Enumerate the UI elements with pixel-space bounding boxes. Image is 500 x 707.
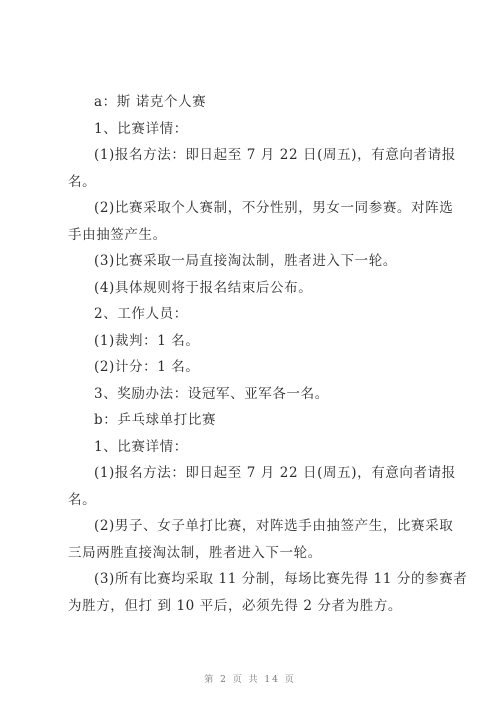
page-number-footer: 第 2 页 共 14 页 [204, 675, 296, 685]
section-a-awards: 3、奖励办法：设冠军、亚军各一名。 [94, 385, 329, 402]
section-a-item-2-line-1: (2)比赛采取个人赛制，不分性别，男女一同参赛。对阵选 [94, 200, 454, 216]
section-a-item-2-line-2: 手由抽签产生。 [68, 226, 167, 243]
section-b-item-1-line-1: (1)报名方法：即日起至 7 月 22 日(周五)，有意向者请报 [94, 465, 456, 481]
section-b-heading: b：乒乓球单打比赛 [94, 412, 217, 428]
section-a-item-4: (4)具体规则将于报名结束后公布。 [94, 279, 313, 296]
section-b-item-2-line-2: 三局两胜直接淘汰制，胜者进入下一轮。 [68, 544, 322, 561]
section-a-heading: a：斯 诺克个人赛 [94, 94, 207, 110]
document-body [68, 92, 468, 622]
section-a-staff-scorer: (2)计分：1 名。 [94, 359, 200, 375]
section-b-item-3-line-1: (3)所有比赛均采取 11 分制，每场比赛先得 11 分的参赛者 [94, 571, 468, 587]
section-a-item-3: (3)比赛采取一局直接淘汰制，胜者进入下一轮。 [94, 253, 397, 269]
section-a-item-1-line-2: 名。 [68, 173, 97, 190]
section-a-details-heading: 1、比赛详情： [94, 120, 188, 137]
section-b-item-1-line-2: 名。 [68, 491, 97, 508]
section-b-item-2-line-1: (2)男子、女子单打比赛，对阵选手由抽签产生，比赛采取 [94, 518, 454, 534]
section-a-staff-heading: 2、工作人员： [94, 306, 188, 322]
section-b-details-heading: 1、比赛详情： [94, 438, 188, 455]
section-a-item-1-line-1: (1)报名方法：即日起至 7 月 22 日(周五)，有意向者请报 [94, 147, 456, 163]
section-b-item-3-line-2: 为胜方，但打 到 10 平后，必须先得 2 分者为胜方。 [68, 597, 403, 614]
section-a-staff-referee: (1)裁判：1 名。 [94, 332, 200, 349]
